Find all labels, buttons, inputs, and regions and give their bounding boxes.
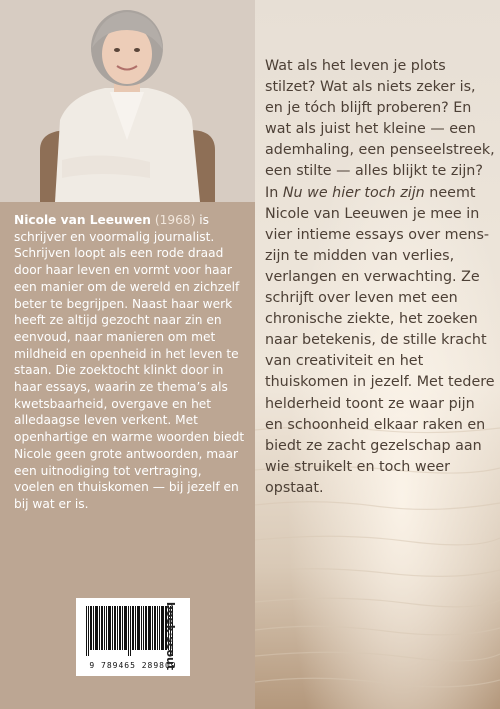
blurb-text-part-1: Wat als het leven je plots stilzet? Wat als niets zeker is, en je tóch blijft proberen? En wat als juist het kleine — een ademhaling, een penseelstreek, een stilte — alles blijkt te zijn? In [265,58,495,201]
author-birth-year: (1968) [154,213,196,227]
barcode-bars [86,606,174,656]
back-cover-right-panel [255,0,500,709]
barcode-digits: 9 789465 289809 [89,661,177,670]
blurb-text-part-2: neemt Nicole van Leeuwen je mee in vier intieme essays over mens-zijn te midden van verlies, verlangen en verwachting. Ze schrijft over leven met een chronische ziekte, het zoeken naar betekenis, de stille kracht van creativiteit en het thuiskomen in jezelf. Met tedere helderheid toont ze waar pijn en schoonheid elkaar raken en biedt ze zacht gezelschap aan wie struikelt en toch weer opstaat. [265,184,495,496]
book-blurb [265,56,497,499]
book-title: Nu we hier toch zijn [282,184,425,201]
publisher-logo: boek·scout [164,602,177,671]
author-photo [0,0,255,202]
author-bio-text: is schrijver en voormalig journalist. Schrijven loopt als een rode draad door haar leven en vormt voor haar een manier om de wereld en zichzelf beter te begrijpen. Naast haar werk heeft ze altijd gezocht naar zin en eenvoud, naar manieren om met mildheid en openheid in het leven te staan. Die zoektocht klinkt door in haar essays, waarin ze thema’s als kwetsbaarheid, overgave en het alledaagse leven verkent. Met openhartige en warme woorden biedt Nicole geen grote antwoorden, maar een uitnodiging tot vertraging, voelen en thuiskomen — bij jezelf en bij wat er is. [14,213,245,511]
author-portrait-illustration [0,0,255,202]
author-bio [14,212,246,513]
author-name: Nicole van Leeuwen [14,213,151,227]
